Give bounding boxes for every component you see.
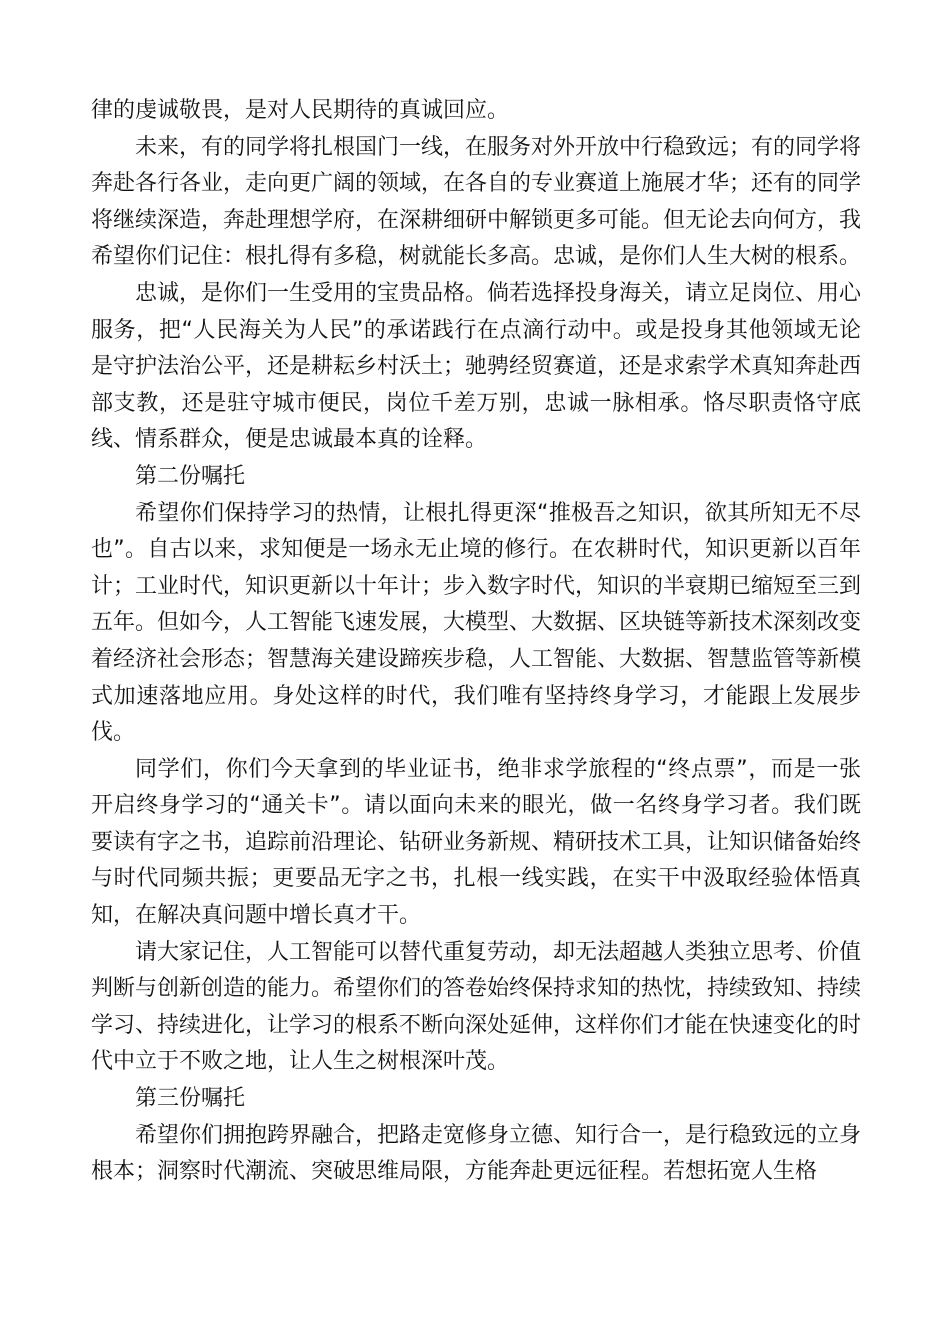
paragraph-loyalty: 忠诚，是你们一生受用的宝贵品格。倘若选择投身海关，请立足岗位、用心服务，把“人民海关为人民”的承诺践行在点滴行动中。或是投身其他领域无论是守护法治公平，还是耕耘乡村沃土；驰骋经贸赛道，还是求索学术真知奔赴西部支教，还是驻守城市便民，岗位千差万别，忠诚一脉相承。恪尽职责恪守底线、情系群众，便是忠诚最本真的诠释。 <box>91 280 862 453</box>
heading-second-entrustment: 第二份嘱托 <box>135 463 246 489</box>
paragraph-learning-passion: 希望你们保持学习的热情，让根扎得更深“推极吾之知识，欲其所知无不尽也”。自古以来，求知便是一场永无止境的修行。在农耕时代，知识更新以百年计；工业时代，知识更新以十年计；步入数字时代，知识的半衰期已缩短至三到五年。但如今，人工智能飞速发展，大模型、大数据、区块链等新技术深刻改变着经济社会形态；智慧海关建设蹄疾步稳，人工智能、大数据、智慧监管等新模式加速落地应用。身处这样的时代，我们唯有坚持终身学习，才能跟上发展步伐。 <box>91 500 862 746</box>
paragraph-graduation-certificate: 同学们，你们今天拿到的毕业证书，绝非求学旅程的“终点票”，而是一张开启终身学习的“通关卡”。请以面向未来的眼光，做一名终身学习者。我们既要读有字之书，追踪前沿理论、钻研业务新规、精研技术工具，让知识储备始终与时代同频共振；更要品无字之书，扎根一线实践，在实干中汲取经验体悟真知，在解决真问题中增长真才干。 <box>91 756 862 929</box>
document-page <box>91 93 861 1191</box>
paragraph-future-paths: 未来，有的同学将扎根国门一线，在服务对外开放中行稳致远；有的同学将奔赴各行各业，走向更广阔的领域，在各自的专业赛道上施展才华；还有的同学将继续深造，奔赴理想学府，在深耕细研中解锁更多可能。但无论去向何方，我希望你们记住：根扎得有多稳，树就能长多高。忠诚，是你们人生大树的根系。 <box>91 134 862 270</box>
paragraph-continuation: 律的虔诚敬畏，是对人民期待的真诚回应。 <box>91 98 510 123</box>
heading-third-entrustment: 第三份嘱托 <box>135 1086 246 1112</box>
paragraph-ai-remember: 请大家记住，人工智能可以替代重复劳动，却无法超越人类独立思考、价值判断与创新创造的能力。希望你们的答卷始终保持求知的热忱，持续致知、持续学习、持续进化，让学习的根系不断向深处延伸，这样你们才能在快速变化的时代中立于不败之地，让人生之树根深叶茂。 <box>91 939 862 1075</box>
paragraph-cross-border: 希望你们拥抱跨界融合，把路走宽修身立德、知行合一，是行稳致远的立身根本；洞察时代潮流、突破思维局限，方能奔赴更远征程。若想拓宽人生格 <box>91 1122 862 1185</box>
